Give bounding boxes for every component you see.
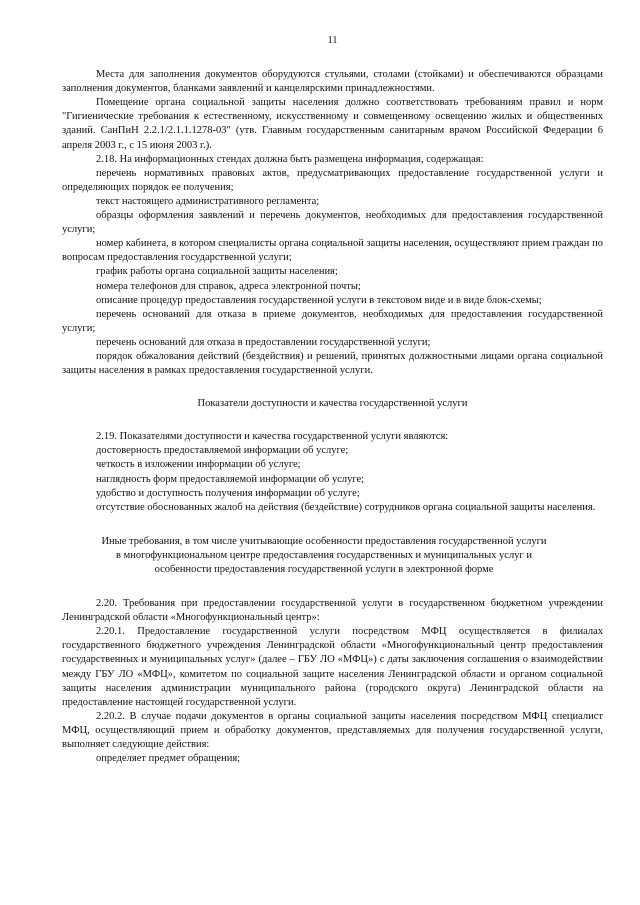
paragraph-places: Места для заполнения документов оборудуются стульями, столами (стойками) и обеспечиваются образцами заполнения документов, бланками заявлений и канцелярскими принадлежностями. xyxy=(62,69,603,95)
list-item: образцы оформления заявлений и перечень документов, необходимых для предоставления государственной услуги; xyxy=(62,210,603,236)
list-item: перечень нормативных правовых актов, предусматривающих предоставление государственной услуги и определяющих порядок ее получения; xyxy=(62,167,603,193)
heading-line: в многофункциональном центре предоставления государственных и муниципальных услуг и xyxy=(116,549,532,561)
list-item: номер кабинета, в котором специалисты органа социальной защиты населения, осуществляют прием граждан по вопросам предоставления государственной услуги; xyxy=(62,238,603,264)
list-item: определяет предмет обращения; xyxy=(96,753,241,765)
heading-line: Иные требования, в том числе учитывающие особенности предоставления государственной услуги xyxy=(101,535,547,547)
list-item: перечень оснований для отказа в предоставлении государственной услуги; xyxy=(96,336,431,348)
heading-line: особенности предоставления государственной услуги в электронной форме xyxy=(154,564,494,575)
paragraph-2-18: 2.18. На информационных стендах должна быть размещена информация, содержащая: xyxy=(96,153,484,165)
list-item: достоверность предоставляемой информации об услуге; xyxy=(96,445,349,457)
list-item: график работы органа социальной защиты населения; xyxy=(96,266,338,278)
paragraph-lighting: Помещение органа социальной защиты населения должно соответствовать требованиям правил и норм "Гигиенические требования к естественному, искусственному и совмещенному освещению жилых и общественных зданий. СанПиН 2.2.1/2.1.1.1278-03" (утв. Главным государственным санитарным врачом Российской Федерации 6 апреля 2003 г., с 15 июня 2003 г.). xyxy=(62,97,603,151)
list-item: удобство и доступность получения информации об услуге; xyxy=(96,487,360,499)
list-item: перечень оснований для отказа в приеме документов, необходимых для предоставления государственной услуги; xyxy=(62,308,603,334)
page-number: 11 xyxy=(327,35,338,46)
list-item: номера телефонов для справок, адреса электронной почты; xyxy=(96,280,361,292)
paragraph-2-20-2: 2.20.2. В случае подачи документов в органы социальной защиты населения посредством МФЦ специалист МФЦ, осуществляющий прием и обработку документов, представляемых для получения государственной услуги, выполняет следующие действия: xyxy=(62,710,603,751)
paragraph-2-20: 2.20. Требования при предоставлении государственной услуги в государственном бюджетном учреждении Ленинградской области «Многофункциональный центр»: xyxy=(62,598,603,624)
list-item: текст настоящего административного регламента; xyxy=(96,195,320,207)
paragraph-2-20-1: 2.20.1. Предоставление государственной услуги посредством МФЦ осуществляется в филиалах государственного бюджетного учреждения Ленинградской области «Многофункциональный центр предоставления государственных и муниципальных услуг» (далее – ГБУ ЛО «МФЦ») с даты заключения соглашения о взаимодействии между ГБУ ЛО «МФЦ», комитетом по социальной защите населения Ленинградской области и органом социальной защиты населения администрации муниципального района (городского округа) Ленинградской области на предоставление настоящей государственной услуги. xyxy=(62,626,603,708)
paragraph-2-19: 2.19. Показателями доступности и качества государственной услуги являются: xyxy=(96,431,449,443)
list-item: описание процедур предоставления государственной услуги в текстовом виде и в виде блок-схемы; xyxy=(96,294,542,306)
list-item: порядок обжалования действий (бездействия) и решений, принятых должностными лицами органа социальной защиты населения в рамках предоставления государственной услуги. xyxy=(62,350,603,377)
list-item: четкость в изложении информации об услуге; xyxy=(96,459,301,471)
list-item: отсутствие обоснованных жалоб на действия (бездействие) сотрудников органа социальной защиты населения. xyxy=(96,501,596,513)
section-heading-other-requirements xyxy=(25,535,623,577)
section-heading-accessibility: Показатели доступности и качества государственной услуги xyxy=(197,398,468,410)
list-item: наглядность форм предоставляемой информации об услуге; xyxy=(96,473,365,485)
